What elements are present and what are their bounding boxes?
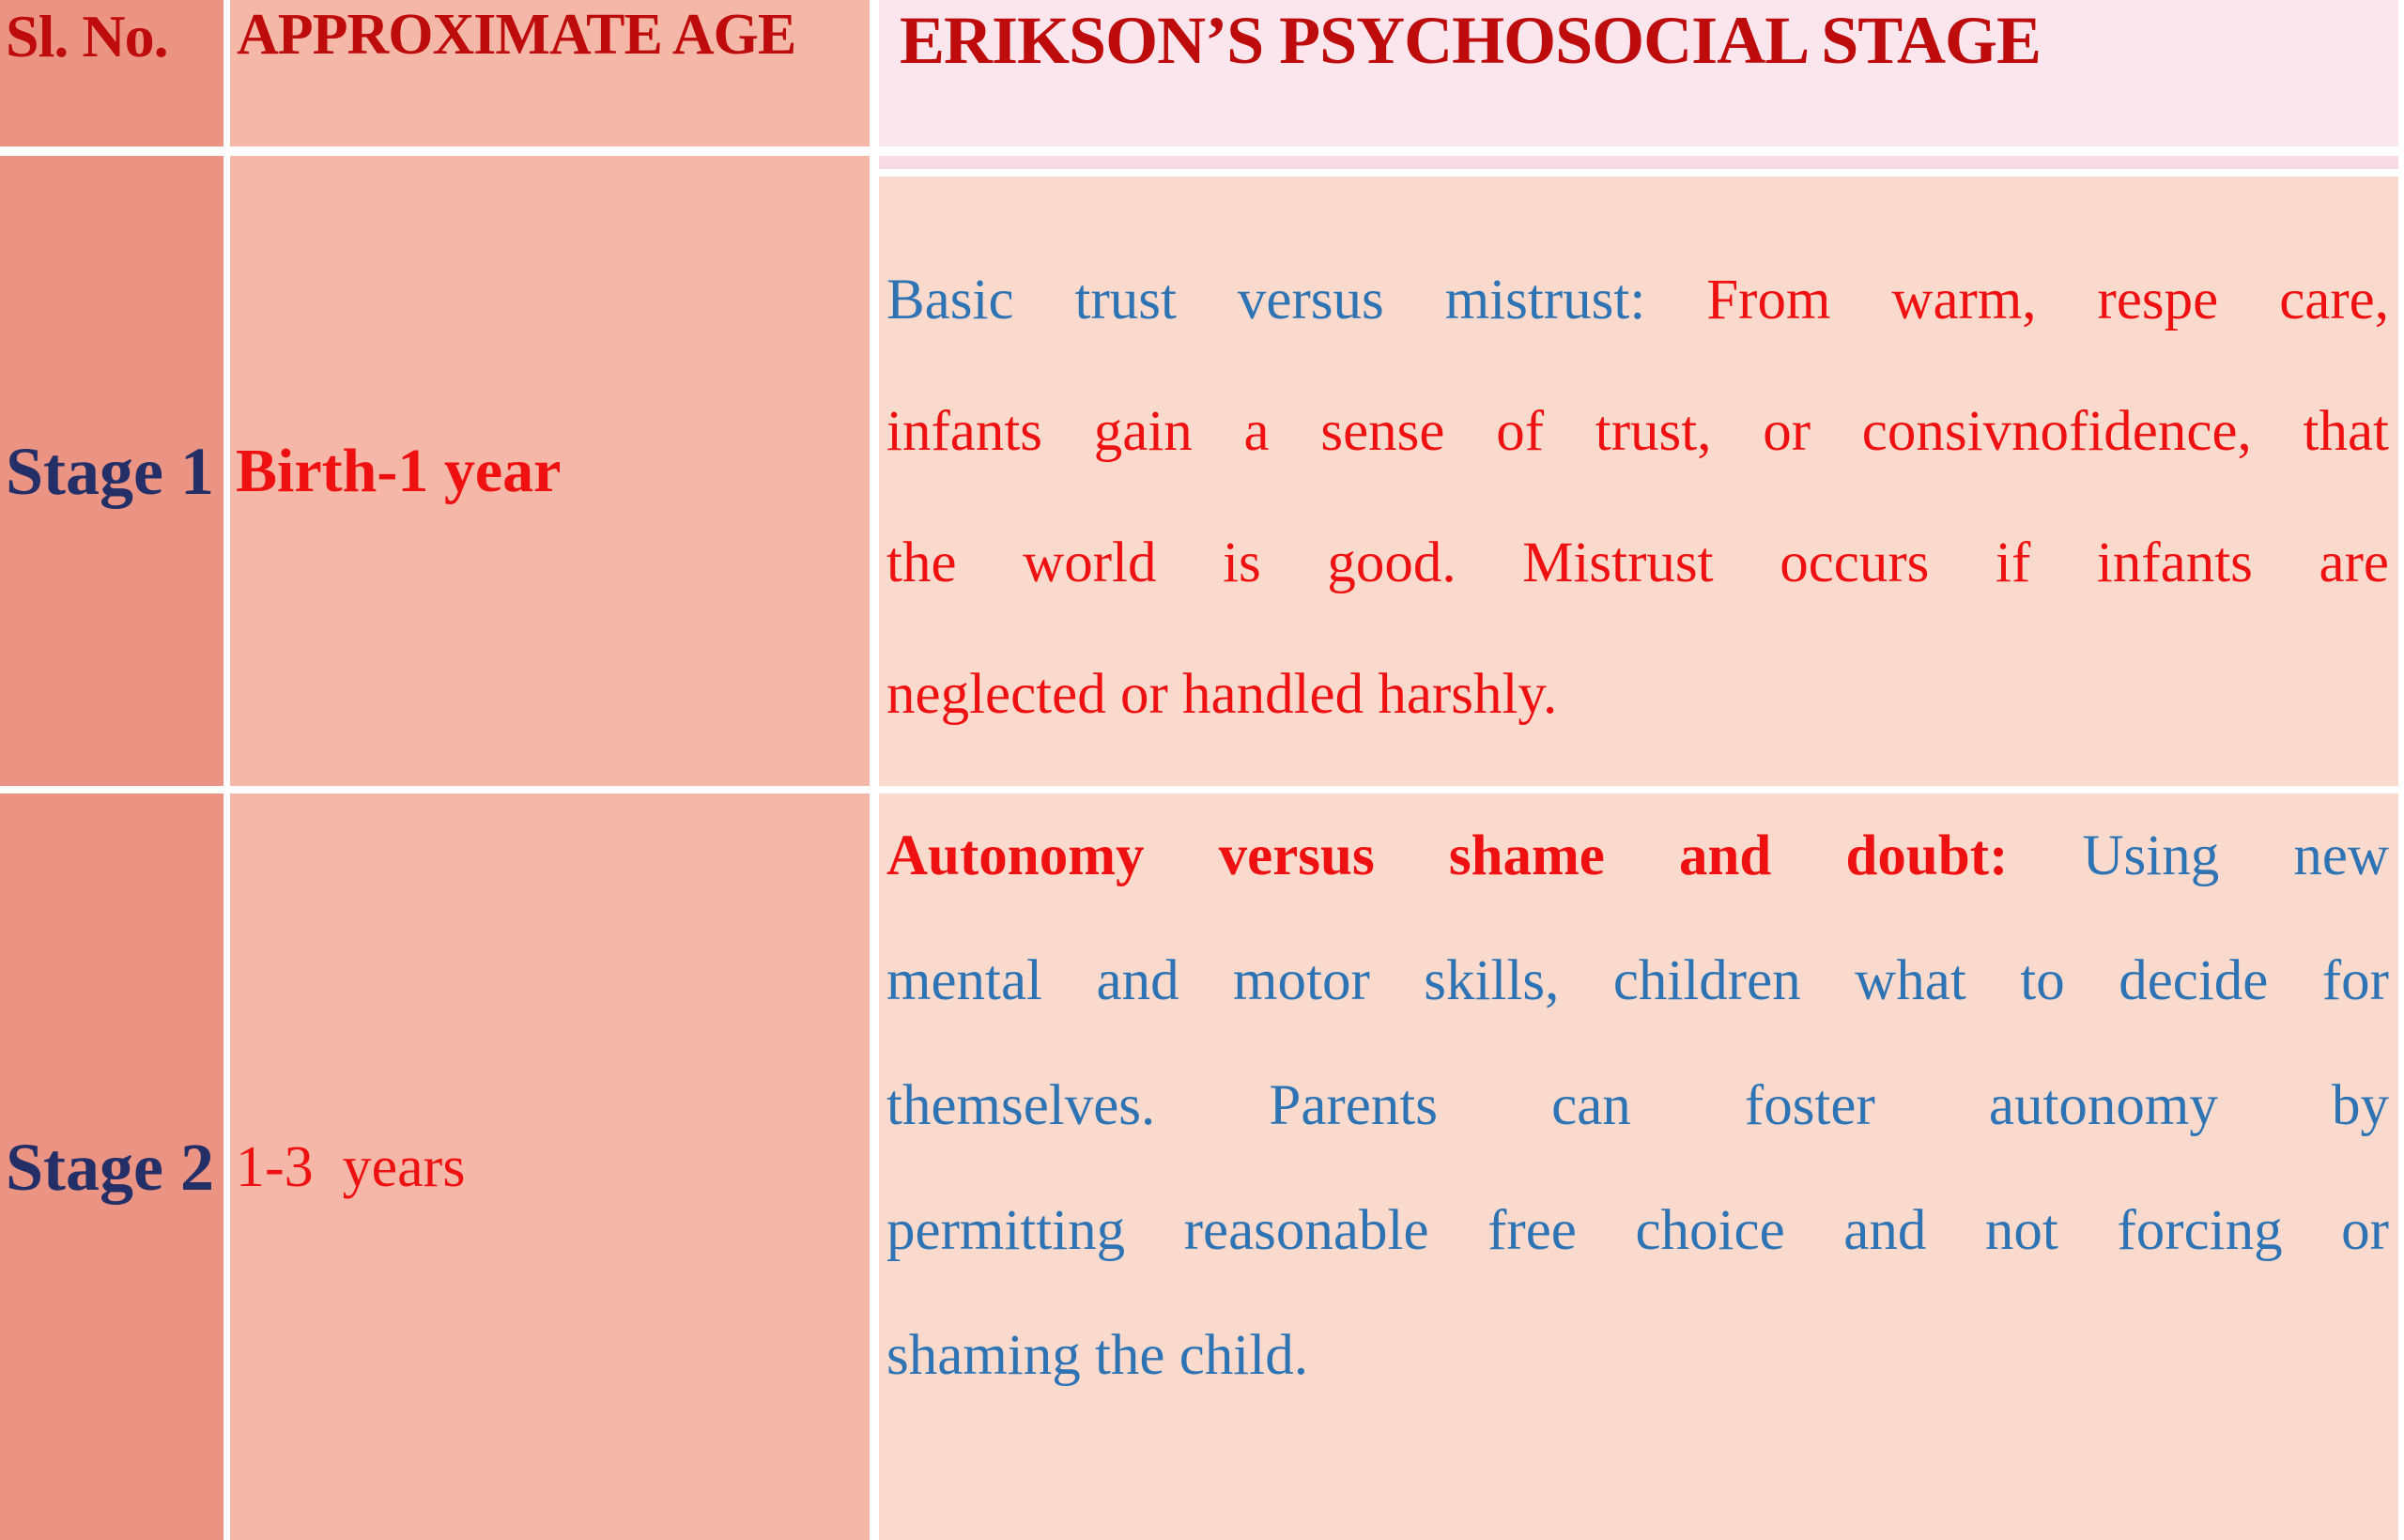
text-segment: Using new bbox=[2082, 824, 2389, 887]
row-2-description-cell bbox=[879, 793, 2398, 1540]
header-label-erikson-stage: ERIKSON’S PSYCHOSOCIAL STAGE bbox=[900, 3, 2041, 78]
description-line bbox=[886, 1293, 2389, 1418]
description-line bbox=[886, 1043, 2389, 1168]
text-segment: infants gain a sense of trust, or consivnofidence, that bbox=[886, 400, 2389, 463]
description-line bbox=[886, 235, 2389, 366]
header-cell-erikson-stage bbox=[879, 0, 2398, 146]
row-2-age-cell bbox=[230, 793, 870, 1540]
header-label-approximate-age: APPROXIMATE AGE bbox=[237, 3, 796, 67]
row-1-description-cell bbox=[879, 177, 2398, 786]
text-segment: shaming the child. bbox=[886, 1324, 1308, 1387]
text-segment: Autonomy versus shame and doubt: bbox=[886, 824, 2083, 887]
header-cell-approximate-age bbox=[230, 0, 870, 146]
text-segment: From warm, respe care, bbox=[1706, 269, 2389, 331]
header-cell-serial-no bbox=[0, 0, 223, 146]
stage-label: Stage 1 bbox=[6, 433, 214, 509]
age-label: Birth-1 year bbox=[236, 436, 562, 505]
description-line bbox=[886, 366, 2389, 498]
row-1-description-paragraph bbox=[886, 235, 2389, 761]
row-2-description-paragraph bbox=[886, 793, 2389, 1418]
row-1-stage-cell bbox=[0, 156, 223, 786]
text-segment: mental and motor skills, children what to decide for bbox=[886, 949, 2389, 1012]
text-segment: permitting reasonable free choice and not forcing or bbox=[886, 1199, 2389, 1262]
text-segment: the world is good. Mistrust occurs if infants are bbox=[886, 531, 2389, 594]
header-label-serial-no: Sl. No. bbox=[6, 3, 168, 69]
description-line bbox=[886, 793, 2389, 918]
header-divider-strip bbox=[879, 156, 2398, 169]
text-segment: themselves. Parents can foster autonomy by bbox=[886, 1074, 2389, 1137]
text-segment: neglected or handled harshly. bbox=[886, 663, 1558, 726]
description-line bbox=[886, 498, 2389, 629]
row-2-stage-cell bbox=[0, 793, 223, 1540]
text-segment: Basic trust versus mistrust: bbox=[886, 269, 1707, 331]
stage-label: Stage 2 bbox=[6, 1129, 214, 1205]
row-1-age-cell bbox=[230, 156, 870, 786]
description-line bbox=[886, 629, 2389, 761]
description-line bbox=[886, 918, 2389, 1043]
description-line bbox=[886, 1168, 2389, 1293]
age-label: 1-3 years bbox=[236, 1134, 466, 1199]
